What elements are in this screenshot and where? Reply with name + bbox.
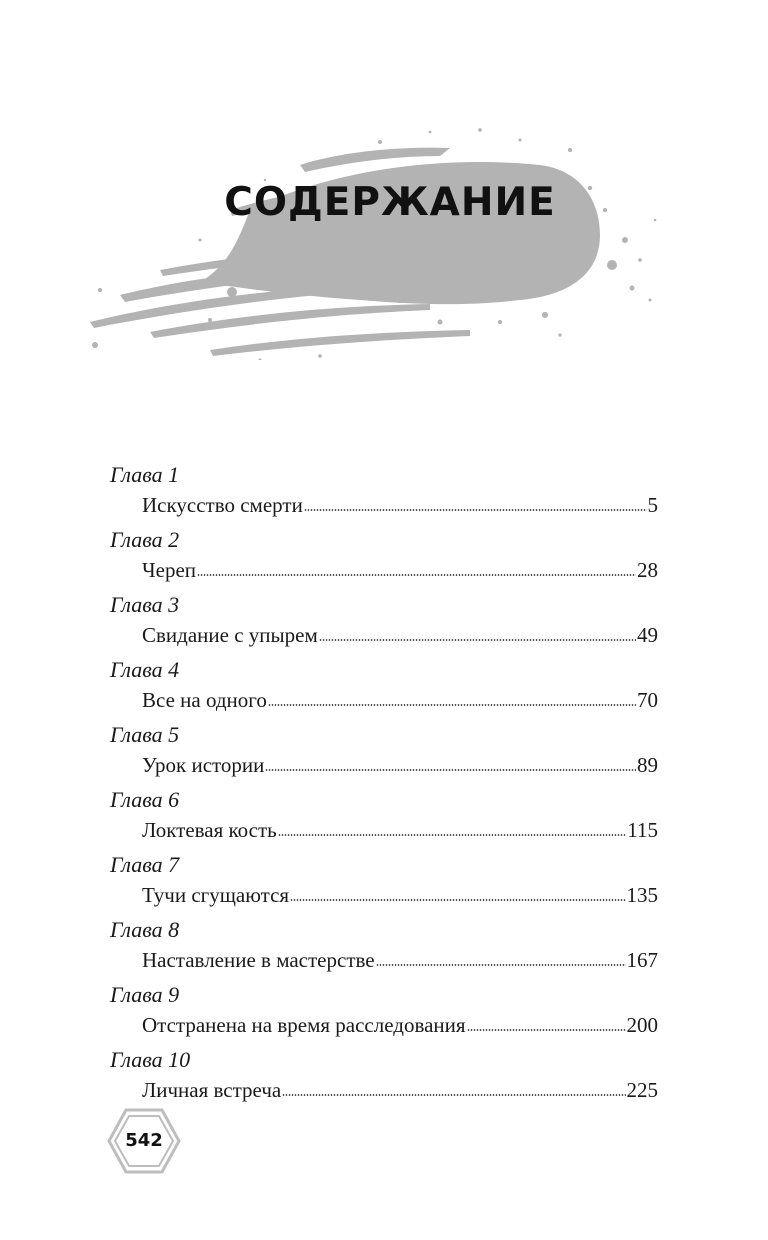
toc-chapter bbox=[110, 590, 658, 655]
chapter-title: Локтевая кость bbox=[142, 818, 277, 842]
toc-chapter bbox=[110, 1045, 658, 1110]
chapter-title: Искусство смерти bbox=[142, 493, 303, 517]
dot-leader bbox=[268, 703, 636, 707]
dot-leader bbox=[265, 768, 636, 772]
page-number: 542 bbox=[125, 1130, 163, 1151]
chapter-title: Личная встреча bbox=[142, 1078, 282, 1102]
dot-leader bbox=[376, 963, 626, 967]
chapter-label: Глава 2 bbox=[110, 527, 180, 552]
chapter-title: Все на одного bbox=[142, 688, 267, 712]
chapter-page-number: 225 bbox=[626, 1078, 658, 1102]
chapter-label: Глава 8 bbox=[110, 917, 180, 942]
chapter-title: Свидание с упырем bbox=[142, 623, 318, 647]
chapter-title: Отстранена на время расследования bbox=[142, 1013, 466, 1037]
toc-chapter bbox=[110, 525, 658, 590]
chapter-label: Глава 5 bbox=[110, 722, 180, 747]
chapter-label: Глава 7 bbox=[110, 852, 180, 877]
toc-chapter bbox=[110, 980, 658, 1045]
chapter-page-number: 70 bbox=[637, 688, 658, 712]
chapter-page-number: 5 bbox=[647, 493, 658, 517]
chapter-label: Глава 6 bbox=[110, 787, 180, 812]
toc-entry bbox=[142, 815, 658, 845]
dot-leader bbox=[467, 1028, 626, 1032]
chapter-page-number: 135 bbox=[626, 883, 658, 907]
page-title: СОДЕРЖАНИЕ bbox=[224, 180, 556, 225]
chapter-label: Глава 4 bbox=[110, 657, 180, 682]
chapter-label: Глава 1 bbox=[110, 462, 180, 487]
chapter-page-number: 28 bbox=[637, 558, 658, 582]
chapter-page-number: 49 bbox=[637, 623, 658, 647]
toc-entry bbox=[142, 880, 658, 910]
chapter-page-number: 89 bbox=[637, 753, 658, 777]
dot-leader bbox=[290, 898, 625, 902]
toc-entry bbox=[142, 685, 658, 715]
chapter-label: Глава 9 bbox=[110, 982, 180, 1007]
toc-entry bbox=[142, 490, 658, 520]
chapter-title: Череп bbox=[142, 558, 197, 582]
page-number-badge bbox=[106, 1107, 182, 1175]
dot-leader bbox=[304, 508, 647, 512]
chapter-page-number: 200 bbox=[626, 1013, 658, 1037]
chapter-title: Урок истории bbox=[142, 753, 265, 777]
toc-entry bbox=[142, 555, 658, 585]
toc-entry bbox=[142, 750, 658, 780]
dot-leader bbox=[319, 638, 636, 642]
dot-leader bbox=[197, 573, 636, 577]
toc-chapter bbox=[110, 850, 658, 915]
toc-chapter bbox=[110, 720, 658, 785]
toc-entry bbox=[142, 945, 658, 975]
toc-chapter bbox=[110, 655, 658, 720]
toc-entry bbox=[142, 1010, 658, 1040]
dot-leader bbox=[282, 1093, 625, 1097]
chapter-label: Глава 10 bbox=[110, 1047, 191, 1072]
toc-entry bbox=[142, 620, 658, 650]
dot-leader bbox=[278, 833, 627, 837]
chapter-title: Наставление в мастерстве bbox=[142, 948, 375, 972]
chapter-label: Глава 3 bbox=[110, 592, 180, 617]
chapter-page-number: 115 bbox=[627, 818, 658, 842]
header bbox=[0, 60, 768, 360]
toc-chapter bbox=[110, 460, 658, 525]
toc-chapter bbox=[110, 915, 658, 980]
toc-entry bbox=[142, 1075, 658, 1105]
toc-chapter bbox=[110, 785, 658, 850]
chapter-title: Тучи сгущаются bbox=[142, 883, 290, 907]
chapter-page-number: 167 bbox=[626, 948, 658, 972]
table-of-contents bbox=[110, 460, 658, 1110]
